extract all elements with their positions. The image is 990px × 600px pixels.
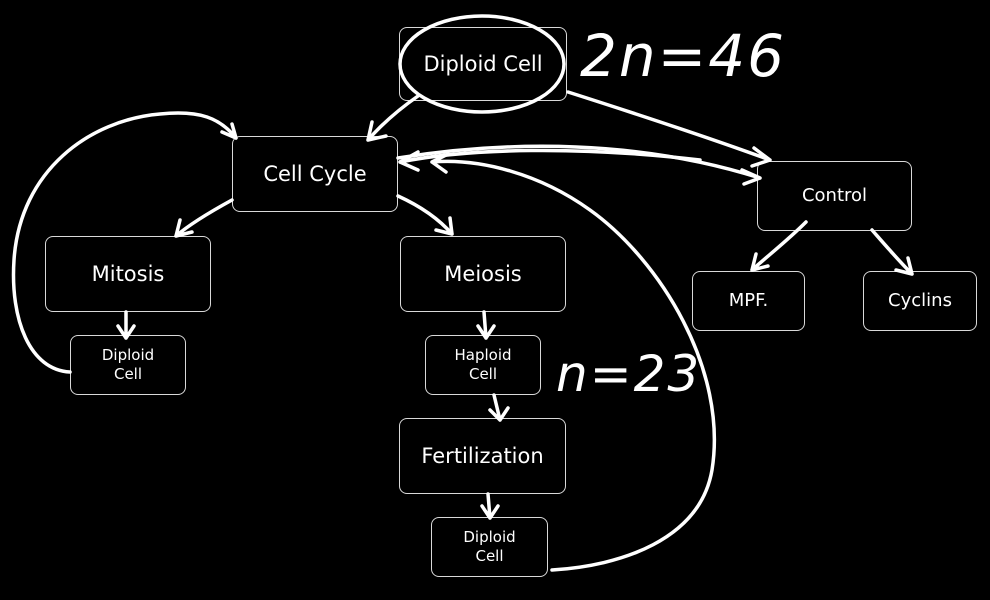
arrow-diploid-to-cell-cycle: [368, 96, 418, 140]
arrow-fertilization-to-diploid: [482, 494, 498, 518]
haploid-count-annotation: n=23: [556, 345, 702, 403]
cell-cycle-label: Cell Cycle: [263, 161, 367, 186]
mpf-node: [692, 271, 805, 331]
mitosis-diploid-cell-label: Diploid Cell: [101, 346, 155, 383]
mpf-label: MPF.: [728, 289, 769, 311]
mitosis-node: [45, 236, 211, 312]
arrow-haploid-to-fertilization: [490, 395, 508, 420]
cell-cycle-node: [232, 136, 398, 212]
haploid-cell-node: [425, 335, 541, 395]
arrow-cell-cycle-to-mitosis: [176, 200, 232, 236]
control-node: [757, 161, 912, 231]
arrow-cell-cycle-to-meiosis: [398, 196, 452, 234]
mitosis-label: Mitosis: [91, 261, 165, 286]
haploid-cell-label: Haploid Cell: [454, 346, 512, 383]
arrow-control-to-cell-cycle: [400, 150, 700, 170]
fertilization-diploid-cell-label: Diploid Cell: [463, 528, 516, 565]
cyclins-label: Cyclins: [888, 289, 952, 311]
meiosis-node: [400, 236, 566, 312]
control-label: Control: [801, 184, 868, 206]
mitosis-diploid-cell-node: [70, 335, 186, 395]
meiosis-label: Meiosis: [444, 261, 522, 286]
fertilization-node: [399, 418, 566, 494]
arrow-diploid-to-control: [568, 92, 770, 166]
diploid-cell-top-node: [399, 27, 567, 101]
fertilization-diploid-cell-node: [431, 517, 548, 577]
cyclins-node: [863, 271, 977, 331]
arrow-cell-cycle-to-control: [398, 146, 760, 184]
diploid-cell-top-label: Diploid Cell: [423, 51, 543, 76]
diploid-count-annotation: 2n=46: [580, 22, 787, 90]
arrow-control-to-cyclins: [872, 230, 912, 274]
fertilization-label: Fertilization: [421, 443, 544, 468]
